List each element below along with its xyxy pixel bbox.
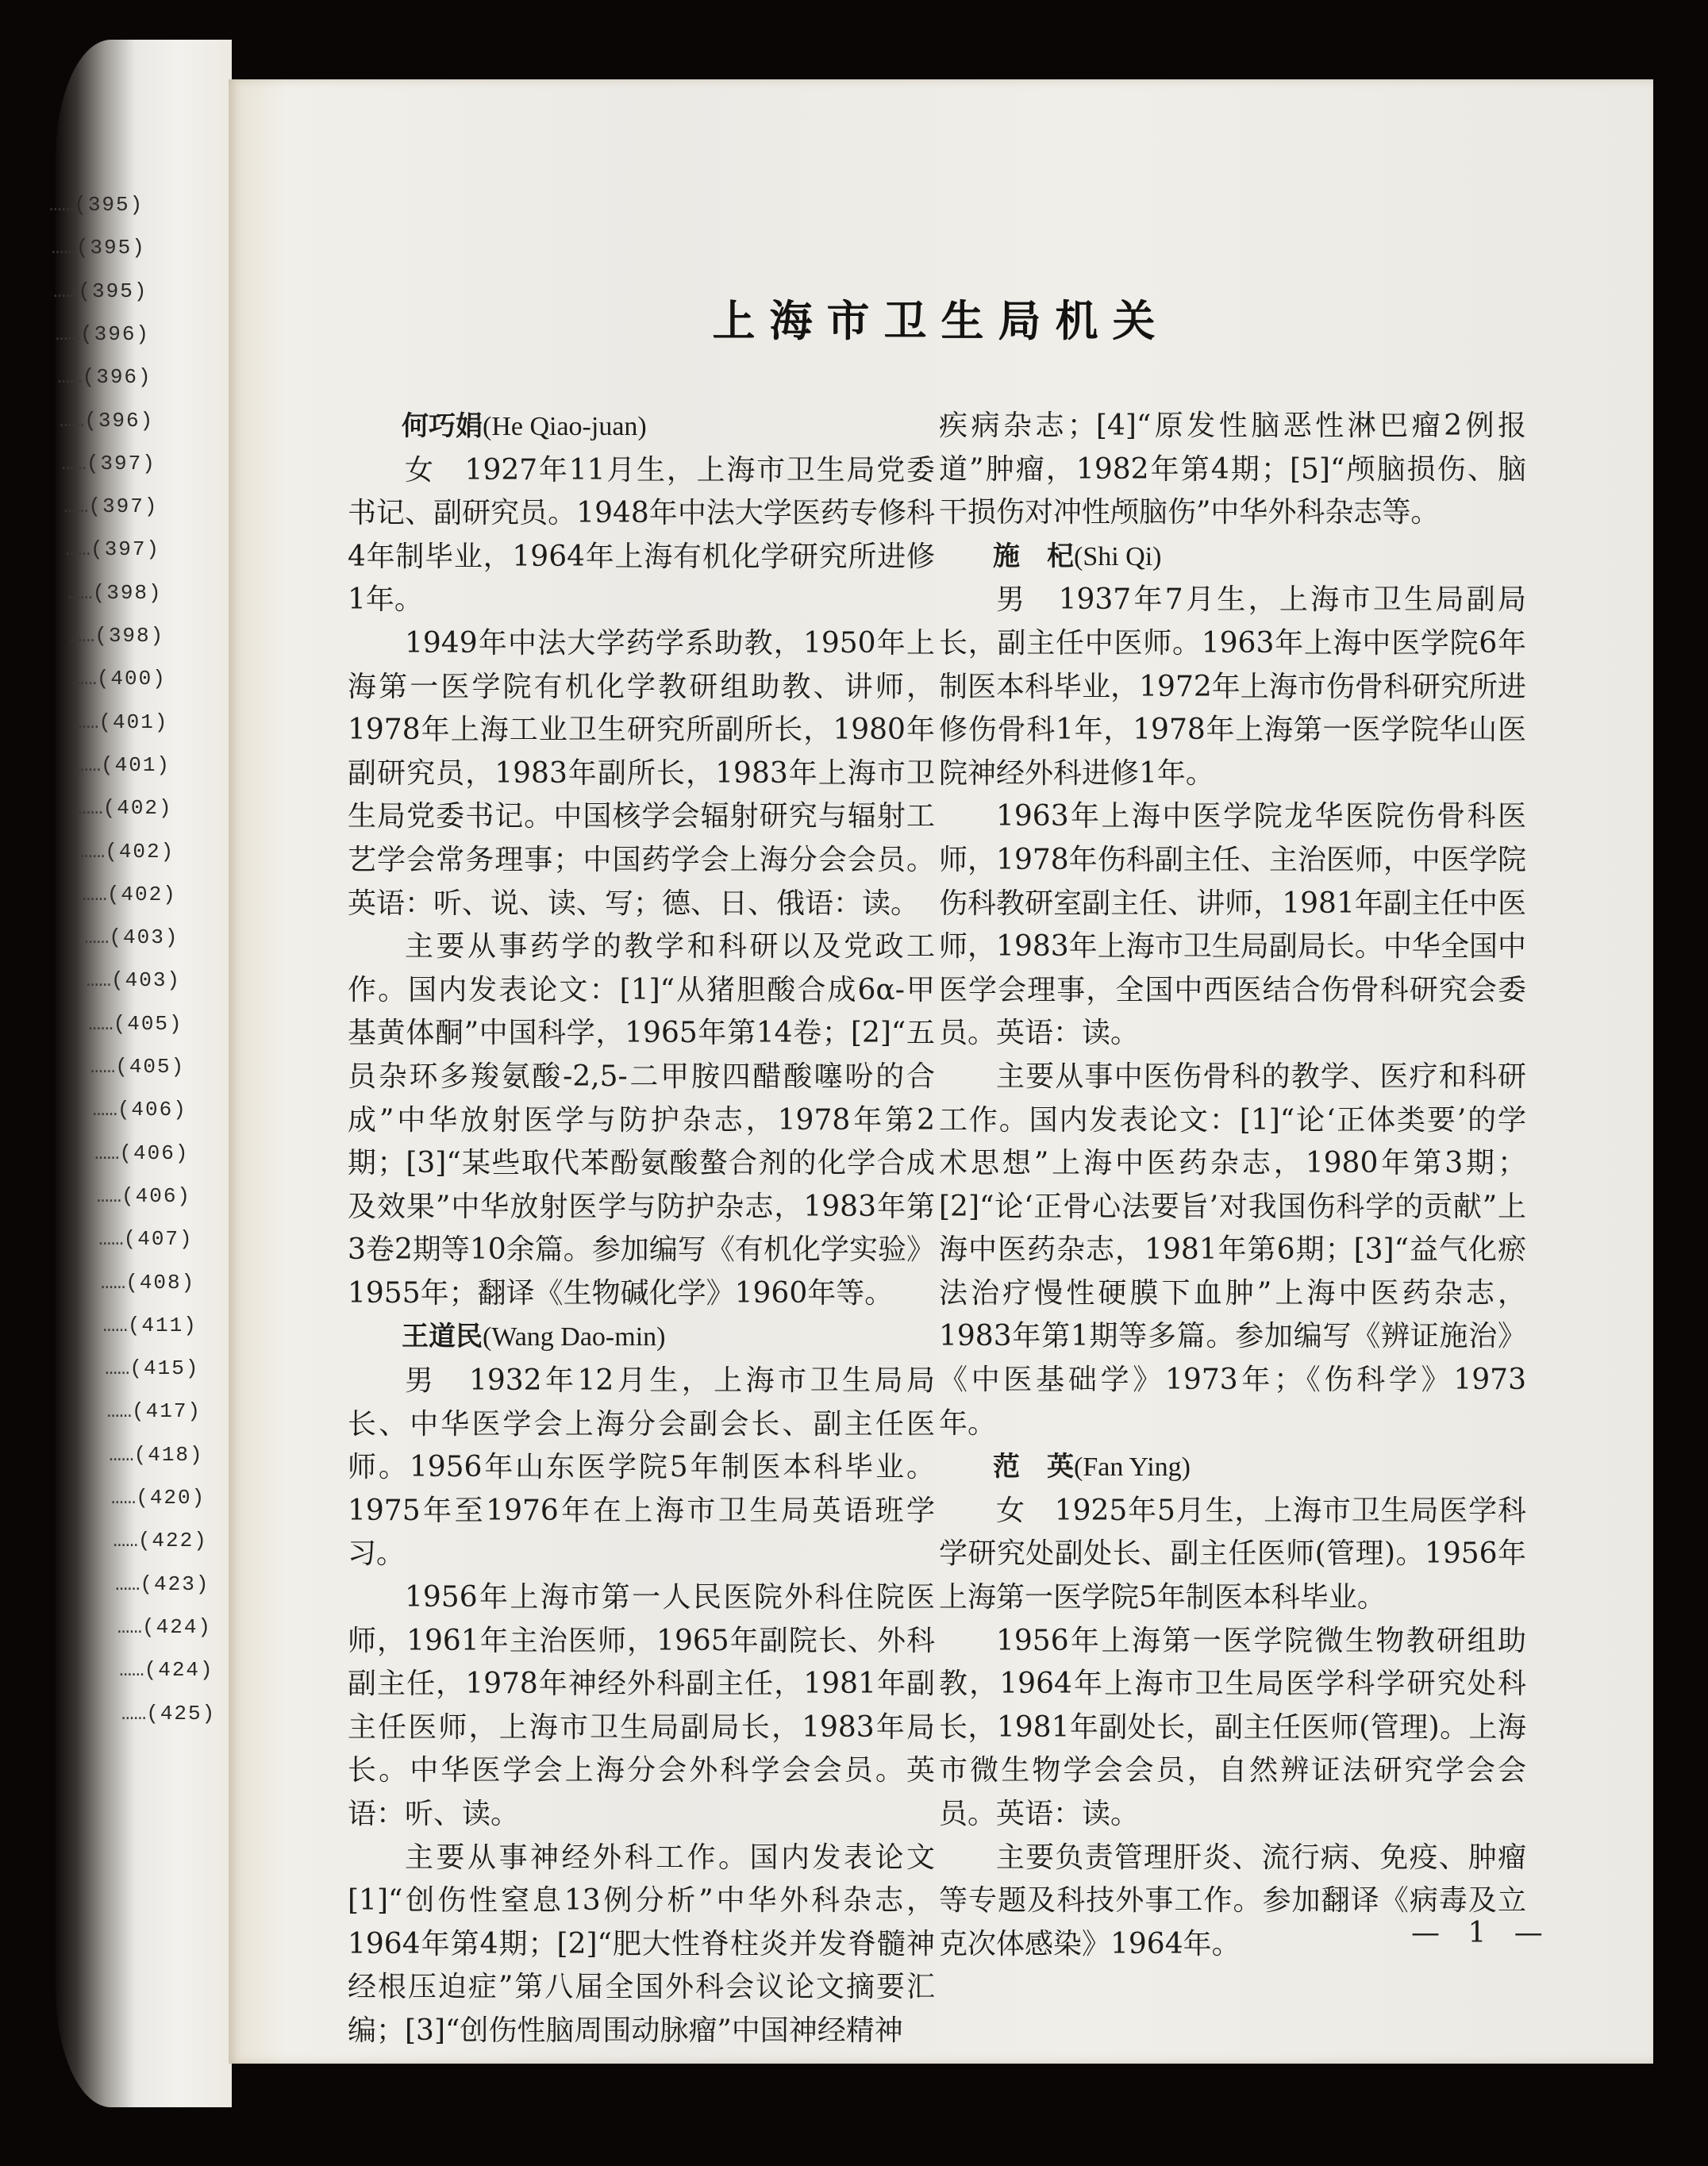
right-column (939, 405, 1526, 1966)
toc-page-number: (417) (132, 1399, 202, 1424)
leader-dots: …… (115, 1572, 140, 1596)
toc-page-number: (395) (74, 193, 144, 217)
book-page (229, 79, 1653, 2064)
toc-page-ref (49, 193, 144, 225)
toc-page-ref (90, 1055, 185, 1087)
toc-page-ref (76, 753, 171, 785)
leader-dots: …… (102, 1313, 128, 1337)
leader-dots: …… (88, 1011, 113, 1036)
leader-dots: …… (121, 1701, 147, 1725)
leader-dots: …… (53, 279, 79, 303)
toc-page-number: (408) (125, 1270, 196, 1295)
toc-page-ref (117, 1615, 212, 1647)
toc-page-number: (405) (115, 1055, 186, 1079)
leader-dots: …… (82, 882, 107, 906)
entry-name-shi-qi (939, 535, 1526, 579)
page-number: — 1 — (1411, 1917, 1552, 1949)
leader-dots: …… (49, 193, 75, 217)
toc-page-ref (52, 236, 146, 267)
toc-page-ref (109, 1443, 203, 1475)
toc-page-number: (395) (78, 279, 148, 303)
entry-name-wang-daomin (348, 1315, 935, 1360)
leader-dots: …… (84, 925, 110, 950)
leader-dots: …… (61, 451, 87, 475)
entry-paragraph: 女 1925年5月生，上海市卫生局医学科学研究处副处长、副主任医师(管理)。1956年上海第一医学院5年制医本科毕业。 (939, 1494, 1526, 1614)
toc-page-number: (406) (121, 1183, 192, 1208)
toc-page-ref (63, 494, 158, 526)
toc-page-number: (396) (82, 365, 152, 390)
toc-page-number: (405) (113, 1011, 183, 1036)
toc-page-number: (402) (105, 839, 175, 864)
toc-page-number: (424) (144, 1658, 214, 1683)
toc-page-number: (407) (123, 1227, 194, 1252)
leader-dots: …… (119, 1658, 144, 1683)
entry-paragraph: 主要从事中医伤骨科的教学、医疗和科研工作。国内发表论文：[1]“论‘正体类要’的学术思想”上海中医药杂志，1980年第3期；[2]“论‘正骨心法要旨’对我国伤科学的贡献”上海中医药杂志，1981年第6期；[3]“益气化瘀法治疗慢性硬膜下血肿”上海中医药杂志，1983年第1期等多篇。参加编写《辨证施治》《中医基础学》1973年；《伤科学》1973年。 (939, 1060, 1526, 1440)
toc-page-number: (398) (94, 624, 165, 648)
toc-page-number: (423) (140, 1572, 210, 1596)
entry-name-he-qiaojuan (348, 405, 935, 449)
toc-page-number: (402) (106, 882, 177, 906)
left-column (348, 405, 935, 2053)
leader-dots: …… (113, 1529, 138, 1553)
leader-dots: …… (94, 1141, 120, 1165)
toc-page-ref (101, 1271, 195, 1302)
toc-page-number: (418) (133, 1442, 204, 1467)
toc-page-ref (94, 1141, 189, 1173)
toc-page-ref (53, 279, 148, 311)
name-pinyin: (Shi Qi) (1074, 541, 1162, 571)
toc-page-ref (67, 581, 162, 613)
toc-page-ref (121, 1702, 216, 1733)
leader-dots: …… (117, 1614, 143, 1639)
toc-page-ref (72, 667, 167, 698)
toc-page-ref (62, 452, 156, 483)
toc-page-ref (74, 710, 168, 742)
toc-page-number: (425) (146, 1701, 217, 1725)
toc-page-ref (88, 1012, 183, 1044)
entry-paragraph: 主要负责管理肝炎、流行病、免疫、肿瘤等专题及科技外事工作。参加翻译《病毒及立克次体感染》1964年。 (939, 1841, 1526, 1960)
toc-page-number: (422) (137, 1529, 208, 1553)
name-pinyin: (Wang Dao-min) (483, 1322, 666, 1352)
toc-page-number: (424) (142, 1614, 213, 1639)
toc-page-number: (411) (127, 1313, 198, 1337)
leader-dots: …… (80, 839, 106, 864)
entry-paragraph: 男 1937年7月生，上海市卫生局副局长，副主任中医师。1963年上海中医学院6年制医本科毕业，1972年上海市伤骨科研究所进修伤骨科1年，1978年上海第一医学院华山医院神经外科进修1年。 (939, 583, 1526, 790)
toc-page-number: (395) (75, 236, 146, 260)
toc-page-number: (415) (129, 1356, 200, 1381)
entry-paragraph: 男 1932年12月生，上海市卫生局局长、中华医学会上海分会副会长、副主任医师。1956年山东医学院5年制医本科毕业。1975年至1976年在上海市卫生局英语班学习。 (348, 1364, 935, 1571)
toc-page-ref (80, 840, 175, 871)
toc-page-ref (87, 968, 181, 1000)
entry-paragraph: 主要从事神经外科工作。国内发表论文[1]“创伤性窒息13例分析”中华外科杂志，1964年第4期；[2]“肥大性脊柱炎并发脊髓神经根压迫症”第八届全国外科会议论文摘要汇编；[3]“创伤性脑周围动脉瘤”中国神经精神 (348, 1841, 935, 2047)
leader-dots: …… (105, 1356, 130, 1381)
toc-page-number: (402) (102, 796, 173, 821)
page-title: 上海市卫生局机关 (712, 296, 1170, 346)
leader-dots: …… (55, 321, 81, 346)
entry-paragraph: 1949年中法大学药学系助教，1950年上海第一医学院有机化学教研组助教、讲师，1978年上海工业卫生研究所副所长，1980年副研究员，1983年副所长，1983年上海市卫生局党委书记。中国核学会辐射研究与辐射工艺学会常务理事；中国药学会上海分会会员。英语：听、说、读、写；德、日、俄语：读。 (348, 626, 935, 920)
leader-dots: …… (75, 752, 102, 777)
name-pinyin: (Fan Ying) (1074, 1452, 1191, 1483)
leader-dots: …… (111, 1486, 137, 1510)
toc-page-number: (420) (136, 1486, 206, 1510)
toc-page-ref (70, 624, 164, 656)
toc-page-ref (56, 322, 150, 354)
toc-page-ref (97, 1184, 191, 1216)
leader-dots: …… (63, 494, 89, 519)
leader-dots: …… (109, 1442, 134, 1467)
leader-dots: …… (60, 408, 85, 433)
toc-page-number: (396) (84, 408, 155, 433)
leader-dots: …… (90, 1055, 116, 1079)
leader-dots: …… (65, 537, 91, 562)
toc-page-ref (115, 1572, 210, 1604)
toc-page-ref (107, 1399, 202, 1431)
toc-page-number: (401) (101, 752, 171, 777)
leader-dots: …… (106, 1399, 133, 1424)
toc-page-ref (98, 1227, 193, 1259)
leader-dots: …… (67, 580, 93, 605)
leader-dots: …… (70, 624, 95, 648)
entry-paragraph: 主要从事药学的教学和科研以及党政工作。国内发表论文：[1]“从猪胆酸合成6α-甲基黄体酮”中国科学，1965年第14卷；[2]“五员杂环多羧氨酸-2,5-二甲胺四醋酸噻吩的合成”中华放射医学与防护杂志，1978年第2期；[3]“某些取代苯酚氨酸螯合剂的化学合成及效果”中华放射医学与防护杂志，1983年第3卷2期等10余篇。参加编写《有机化学实验》1955年；翻译《生物碱化学》1960年等。 (348, 930, 935, 1310)
toc-page-ref (119, 1658, 213, 1690)
toc-page-ref (105, 1356, 199, 1388)
leader-dots: …… (98, 1227, 124, 1252)
entry-continuation: 疾病杂志；[4]“原发性脑恶性淋巴瘤2例报道”肿瘤，1982年第4期；[5]“颅脑损伤、脑干损伤对冲性颅脑伤”中华外科杂志等。 (939, 410, 1526, 529)
leader-dots: …… (78, 796, 103, 821)
leader-dots: …… (71, 667, 97, 691)
leader-dots: …… (86, 968, 112, 993)
toc-page-number: (400) (96, 667, 167, 691)
name-pinyin: (He Qiao-juan) (483, 412, 647, 441)
leader-dots: …… (74, 710, 99, 734)
name-cn: 范 英 (993, 1451, 1074, 1483)
toc-page-number: (403) (109, 925, 179, 950)
toc-page-number: (403) (111, 968, 182, 993)
toc-page-ref (78, 796, 172, 828)
toc-page-ref (83, 883, 177, 914)
entry-paragraph: 1956年上海市第一人民医院外科住院医师，1961年主治医师，1965年副院长、外科副主任，1978年神经外科副主任，1981年副主任医师，上海市卫生局副局长，1983年局长。中华医学会上海分会外科学会会员。英语：听、读。 (348, 1581, 935, 1830)
name-cn: 施 杞 (993, 540, 1074, 572)
toc-page-ref (113, 1529, 208, 1560)
entry-name-fan-ying (939, 1445, 1526, 1490)
toc-page-number: (401) (98, 710, 169, 734)
leader-dots: …… (57, 365, 83, 390)
leader-dots: …… (101, 1270, 126, 1295)
toc-page-number: (398) (92, 580, 163, 605)
toc-page-number: (396) (80, 321, 151, 346)
leader-dots: …… (96, 1183, 122, 1208)
toc-page-number: (397) (90, 537, 161, 562)
entry-paragraph: 1956年上海第一医学院微生物教研组助教，1964年上海市卫生局医学科学研究处科长，1981年副处长，副主任医师(管理)。上海市微生物学会会员，自然辨证法研究学会会员。英语：读。 (939, 1624, 1526, 1830)
name-cn: 何巧娟 (402, 410, 483, 442)
entry-paragraph: 女 1927年11月生，上海市卫生局党委书记、副研究员。1948年中法大学医药专修科4年制毕业，1964年上海有机化学研究所进修1年。 (348, 453, 935, 617)
toc-page-ref (111, 1486, 206, 1518)
toc-page-number: (397) (88, 494, 159, 519)
toc-page-ref (93, 1098, 187, 1129)
toc-page-number: (406) (117, 1098, 187, 1122)
entry-paragraph: 1963年上海中医学院龙华医院伤骨科医师，1978年伤科副主任、主治医师，中医学院伤科教研室副主任、讲师，1981年副主任中医师，1983年上海市卫生局副局长。中华全国中医学会理事，全国中西医结合伤骨科研究会委员。英语：读。 (939, 800, 1526, 1050)
toc-page-ref (84, 925, 179, 957)
toc-page-ref (66, 537, 160, 569)
toc-page-ref (103, 1314, 198, 1345)
name-cn: 王道民 (402, 1321, 483, 1353)
toc-page-number: (406) (119, 1141, 190, 1165)
toc-page-ref (57, 365, 152, 397)
toc-page-number: (397) (86, 451, 156, 475)
toc-page-ref (60, 409, 154, 441)
leader-dots: …… (92, 1098, 117, 1122)
leader-dots: …… (51, 236, 76, 260)
